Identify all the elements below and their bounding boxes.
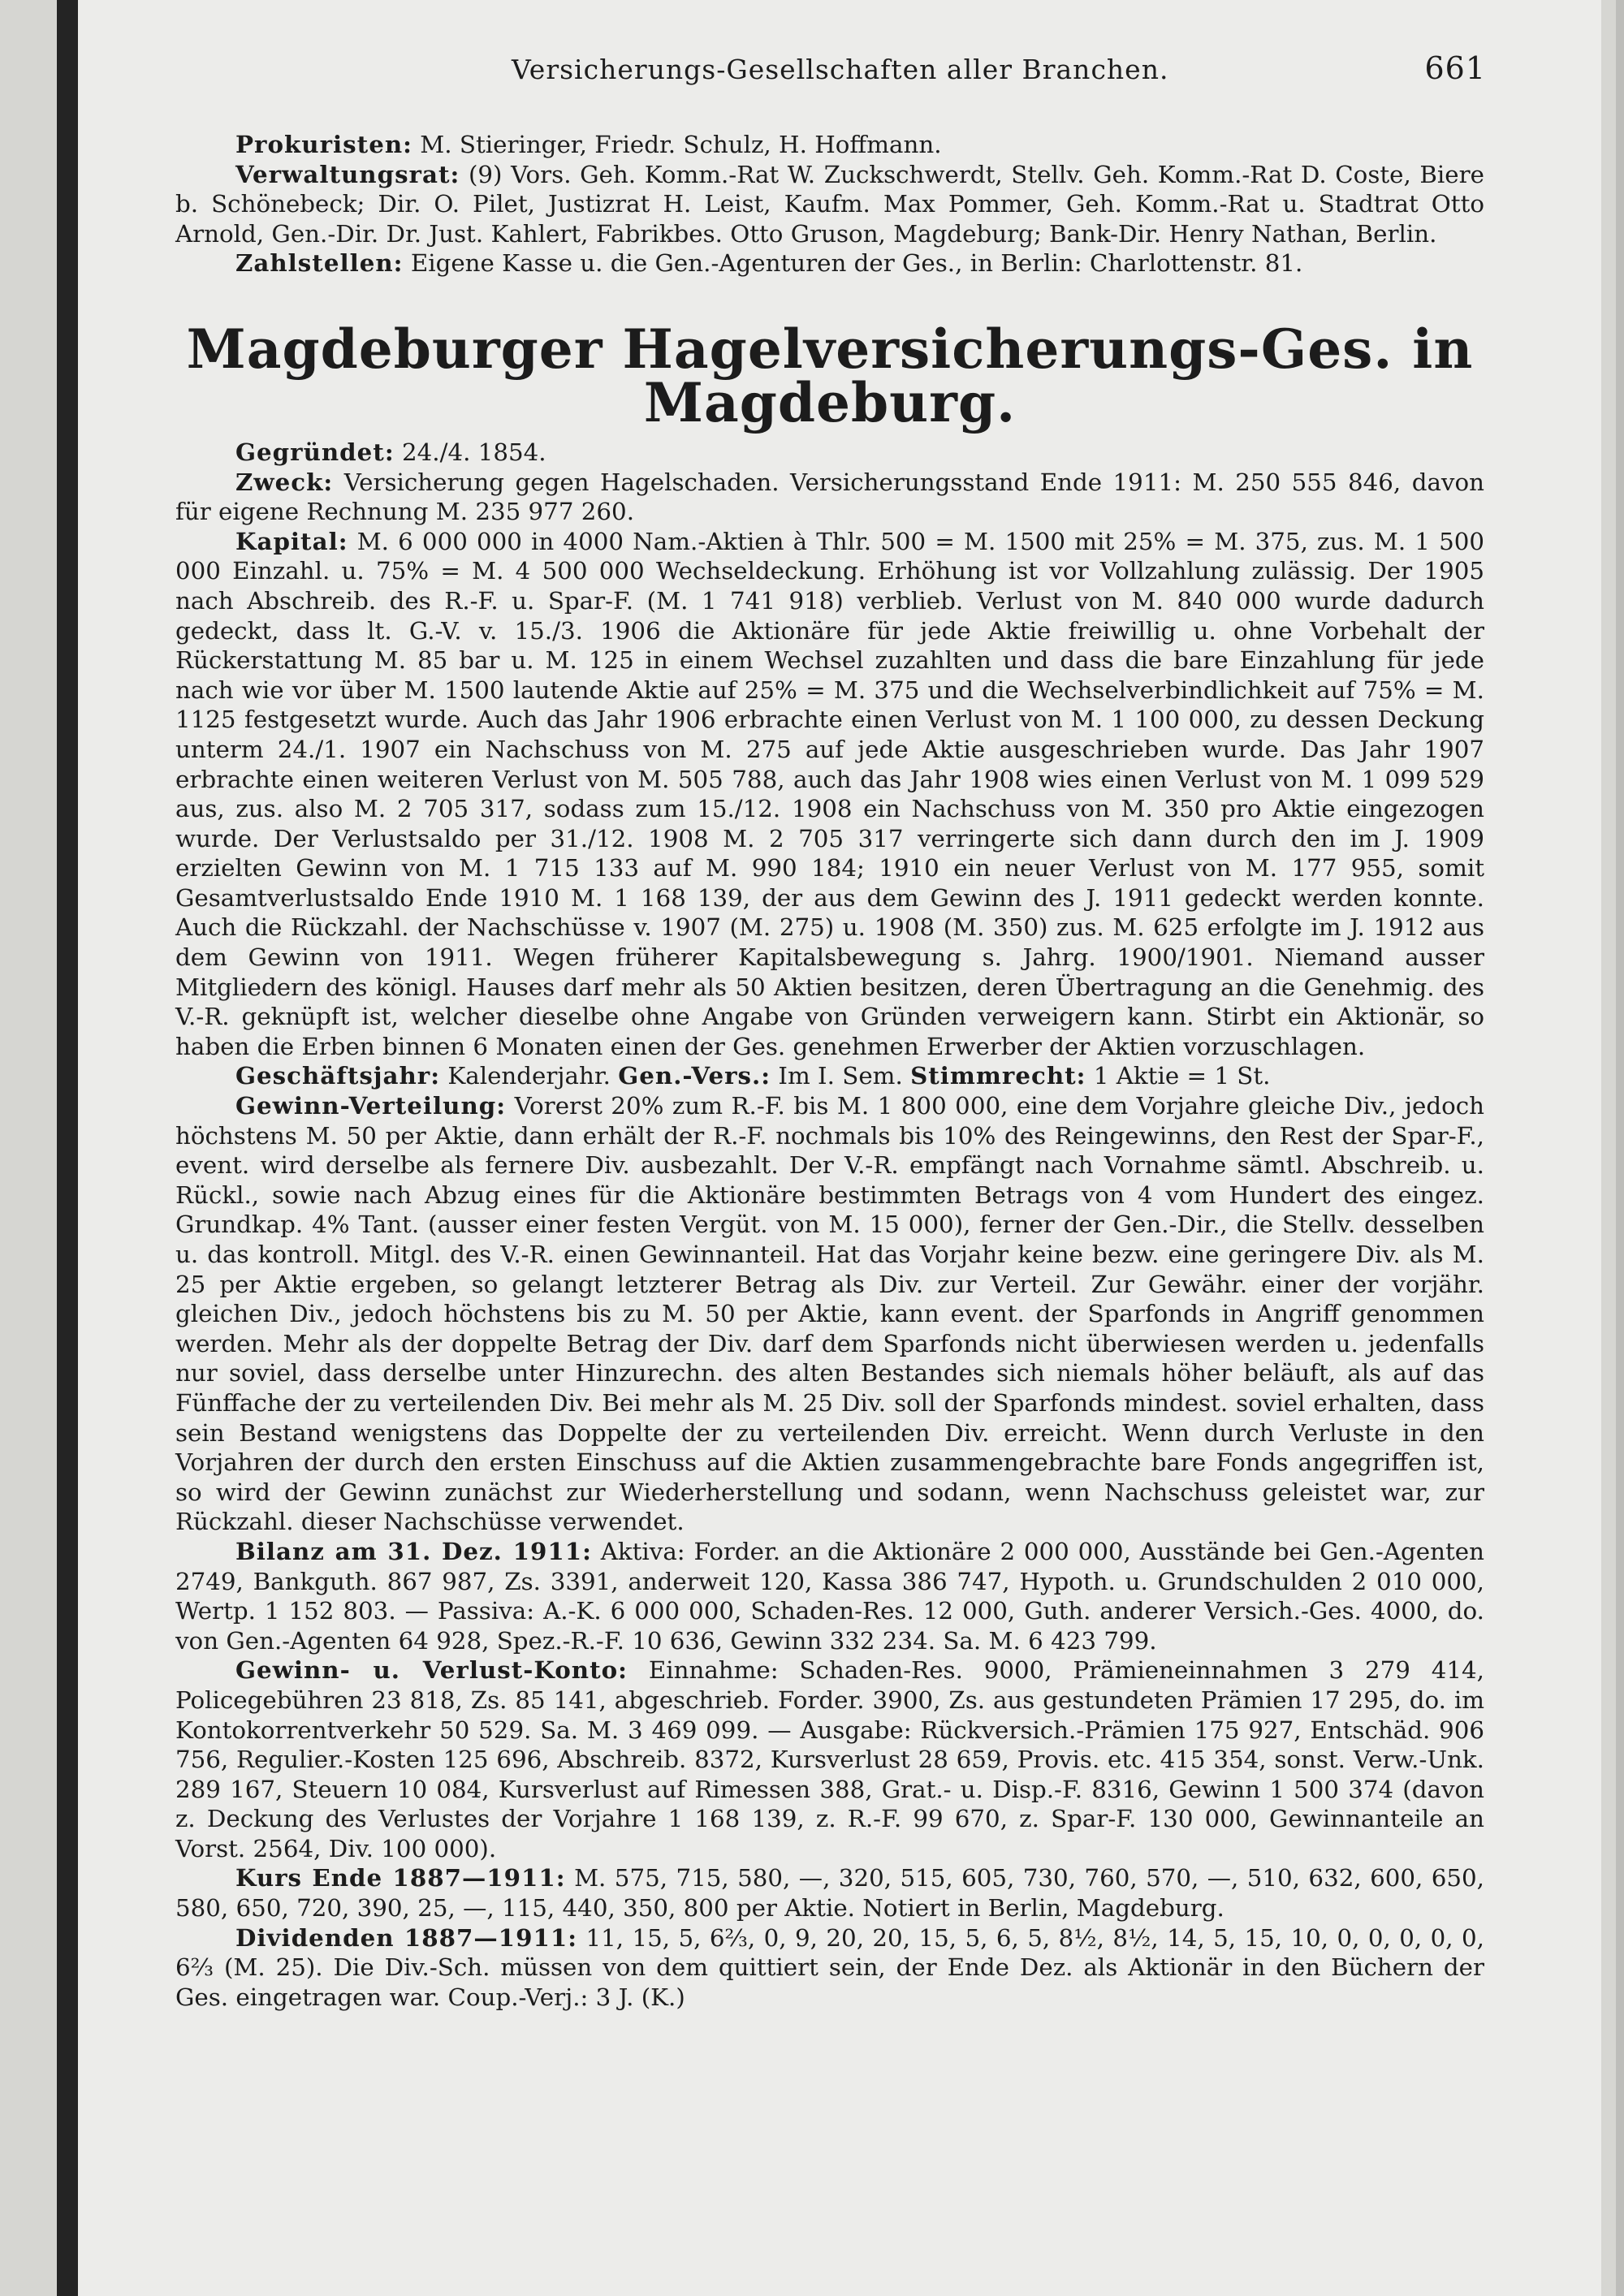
gegruendet-label: Gegründet: xyxy=(235,437,395,466)
dividenden-label: Dividenden 1887—1911: xyxy=(235,1923,578,1952)
page-number: 661 xyxy=(1424,50,1486,86)
dividenden-text: 11, 15, 5, 6⅔, 0, 9, 20, 20, 15, 5, 6, 5, 8½, 8½, 14, 5, 15, 10, 0, 0, 0, 0, 0, 6⅔ (M. 25). Die Div.-Sch. müssen von dem quittiert sein, der Ende Dez. als Aktionär in den Büchern der Ges. eingetragen war. Coup.-Verj.: 3 J. (K.) xyxy=(175,1923,1484,2011)
guv-label: Gewinn- u. Verlust-Konto: xyxy=(235,1655,628,1685)
gewinn-verteilung-text: Vorerst 20% zum R.-F. bis M. 1 800 000, eine dem Vorjahre gleiche Div., jedoch höchstens M. 50 per Aktie, dann erhält der R.-F. nochmals bis 10% des Reingewinns, den Rest der Spar-F., event. wird derselbe als fernere Div. ausbezahlt. Der V.-R. empfängt nach Vornahme sämtl. Abschreib. u. Rückl., sowie nach Abzug eines für die Aktionäre bestimmten Betrags von 4 vom Hundert des eingez. Grundkap. 4% Tant. (ausser einer festen Vergüt. von M. 15 000), ferner der Gen.-Dir., die Stellv. desselben u. das kontroll. Mitgl. des V.-R. einen Gewinnanteil. Hat das Vorjahr keine bezw. eine geringere Div. als M. 25 per Aktie ergeben, so gelangt letzterer Betrag als Div. zur Verteil. Zur Gewähr. einer der vorjähr. gleichen Div., jedoch höchstens bis zu M. 50 per Aktie, kann event. der Sparfonds in Angriff genommen werden. Mehr als der doppelte Betrag der Div. darf dem Sparfonds nicht überwiesen werden u. jedenfalls nur soviel, dass derselbe unter Hinzurechn. des alten Bestandes sich niemals höher beläuft, als auf das Fünffache der zu verteilenden Div. Bei mehr als M. 25 Div. soll der Sparfonds mindest. soviel erhalten, dass sein Bestand wenigstens das Doppelte der zu verteilenden Div. erreicht. Wenn durch Verluste in den Vorjahren der durch den ersten Einschuss auf die Aktien zusammengebrachte bare Fonds angegriffen ist, so wird der Gewinn zunächst zur Wiederherstellung und sodann, wenn Nachschuss geleistet war, zur Rückzahl. dieser Nachschüsse verwendet. xyxy=(175,1092,1484,1536)
zahlstellen-text: Eigene Kasse u. die Gen.-Agenturen der Ges., in Berlin: Charlottenstr. 81. xyxy=(410,249,1303,278)
company-title: Magdeburger Hagelversicherungs-Ges. in Magdeburg. xyxy=(186,317,1474,434)
dividenden-paragraph xyxy=(175,1923,1484,2013)
prokuristen-label: Prokuristen: xyxy=(235,130,412,158)
zweck-paragraph xyxy=(175,468,1484,527)
page-edge xyxy=(1616,0,1624,2296)
zweck-text: Versicherung gegen Hagelschaden. Versicherungsstand Ende 1911: M. 250 555 846, davon für eigene Rechnung M. 235 977 260. xyxy=(175,468,1484,526)
guv-paragraph xyxy=(175,1655,1484,1863)
verwaltungsrat-text: (9) Vors. Geh. Komm.-Rat W. Zuckschwerdt, Stellv. Geh. Komm.-Rat D. Coste, Biere b. Schönebeck; Dir. O. Pilet, Justizrat H. Leist, Kaufm. Max Pommer, Geh. Komm.-Rat u. Stadtrat Otto Arnold, Gen.-Dir. Dr. Just. Kahlert, Fabrikbes. Otto Gruson, Magdeburg; Bank-Dir. Henry Nathan, Berlin. xyxy=(175,160,1484,248)
gewinn-verteilung-label: Gewinn-Verteilung: xyxy=(235,1091,507,1120)
verwaltungsrat-paragraph xyxy=(175,160,1484,249)
gegruendet-text: 24./4. 1854. xyxy=(401,438,546,466)
guv-text: Einnahme: Schaden-Res. 9000, Prämieneinnahmen 3 279 414, Policegebühren 23 818, Zs. 85 141, abgeschrieb. Forder. 3900, Zs. aus gestundeten Prämien 17 295, do. im Kontokorrentverkehr 50 529. Sa. M. 3 469 099. — Ausgabe: Rückversich.-Prämien 175 927, Entschäd. 906 756, Regulier.-Kosten 125 696, Abschreib. 8372, Kursverlust 28 659, Provis. etc. 415 354, sonst. Verw.-Unk. 289 167, Steuern 10 084, Kursverlust auf Rimessen 388, Grat.- u. Disp.-F. 8316, Gewinn 1 500 374 (davon z. Deckung des Verlustes der Vorjahre 1 168 139, z. R.-F. 99 670, z. Spar-F. 130 000, Gewinnanteile an Vorst. 2564, Div. 100 000). xyxy=(175,1656,1484,1862)
kurs-label: Kurs Ende 1887—1911: xyxy=(235,1863,566,1892)
prokuristen-paragraph xyxy=(175,130,1484,160)
stimmrecht-label: Stimmrecht: xyxy=(910,1061,1086,1090)
gewinn-verteilung-paragraph xyxy=(175,1091,1484,1537)
zahlstellen-label: Zahlstellen: xyxy=(235,248,404,278)
verwaltungsrat-label: Verwaltungsrat: xyxy=(235,159,460,188)
running-title: Versicherungs-Gesellschaften aller Branchen. xyxy=(512,54,1169,85)
kurs-paragraph xyxy=(175,1863,1484,1923)
zahlstellen-paragraph xyxy=(175,248,1484,278)
geschaeftsjahr-text: Kalenderjahr. xyxy=(447,1062,611,1090)
stimmrecht-text: 1 Aktie = 1 St. xyxy=(1093,1062,1271,1090)
kapital-paragraph xyxy=(175,527,1484,1062)
kapital-text: M. 6 000 000 in 4000 Nam.-Aktien à Thlr. 500 = M. 1500 mit 25% = M. 375, zus. M. 1 500 000 Einzahl. u. 75% = M. 4 500 000 Wechseldeckung. Erhöhung ist vor Vollzahlung zulässig. Der 1905 nach Abschreib. des R.-F. u. Spar-F. (M. 1 741 918) verblieb. Verlust von M. 840 000 wurde dadurch gedeckt, dass lt. G.-V. v. 15./3. 1906 die Aktionäre für jede Aktie freiwillig u. ohne Vorbehalt der Rückerstattung M. 85 bar u. M. 125 in einem Wechsel zuzahlten und dass die bare Einzahlung für jede nach wie vor über M. 1500 lautende Aktie auf 25% = M. 375 und die Wechselverbindlichkeit auf 75% = M. 1125 festgesetzt wurde. Auch das Jahr 1906 erbrachte einen Verlust von M. 1 100 000, zu dessen Deckung unterm 24./1. 1907 ein Nachschuss von M. 275 auf jede Aktie ausgeschrieben wurde. Das Jahr 1907 erbrachte einen weiteren Verlust von M. 505 788, auch das Jahr 1908 wies einen Verlust von M. 1 099 529 aus, zus. also M. 2 705 317, sodass zum 15./12. 1908 ein Nachschuss von M. 350 pro Aktie eingezogen wurde. Der Verlustsaldo per 31./12. 1908 M. 2 705 317 verringerte sich dann durch den im J. 1909 erzielten Gewinn von M. 1 715 133 auf M. 990 184; 1910 ein neuer Verlust von M. 177 955, somit Gesamtverlustsaldo Ende 1910 M. 1 168 139, der aus dem Gewinn des J. 1911 gedeckt werden konnte. Auch die Rückzahl. der Nachschüsse v. 1907 (M. 275) u. 1908 (M. 350) zus. M. 625 erfolgte im J. 1912 aus dem Gewinn von 1911. Wegen früherer Kapitalsbewegung s. Jahrg. 1900/1901. Niemand ausser Mitgliedern des königl. Hauses darf mehr als 50 Aktien besitzen, deren Übertragung an die Genehmig. des V.-R. geknüpft ist, welcher dieselbe ohne Angabe von Gründen verweigern kann. Stirbt ein Aktionär, so haben die Erben binnen 6 Monaten einen der Ges. genehmen Erwerber der Aktien vorzuschlagen. xyxy=(175,527,1484,1060)
kapital-label: Kapital: xyxy=(235,526,348,555)
bilanz-text: Aktiva: Forder. an die Aktionäre 2 000 000, Ausstände bei Gen.-Agenten 2749, Bankguth. 867 987, Zs. 3391, anderweit 120, Kassa 386 747, Hypoth. u. Grundschulden 2 010 000, Wertp. 1 152 803. — Passiva: A.-K. 6 000 000, Schaden-Res. 12 000, Guth. anderer Versich.-Ges. 4000, do. von Gen.-Agenten 64 928, Spez.-R.-F. 10 636, Gewinn 332 234. Sa. M. 6 423 799. xyxy=(175,1537,1484,1655)
gegruendet-paragraph xyxy=(175,438,1484,468)
genvers-label: Gen.-Vers.: xyxy=(618,1061,771,1090)
bilanz-label: Bilanz am 31. Dez. 1911: xyxy=(235,1536,592,1565)
zweck-label: Zweck: xyxy=(235,467,334,496)
book-spine-shadow xyxy=(57,0,78,2296)
geschaeftsjahr-paragraph xyxy=(175,1061,1484,1091)
genvers-text: Im I. Sem. xyxy=(778,1062,903,1090)
prokuristen-text: M. Stieringer, Friedr. Schulz, H. Hoffmann. xyxy=(420,131,942,158)
page-body xyxy=(175,130,1484,2012)
kurs-text: M. 575, 715, 580, —, 320, 515, 605, 730, 760, 570, —, 510, 632, 600, 650, 580, 650, 720, 390, 25, —, 115, 440, 350, 800 per Aktie. Notiert in Berlin, Magdeburg. xyxy=(175,1864,1484,1923)
bilanz-paragraph xyxy=(175,1537,1484,1655)
geschaeftsjahr-label: Geschäftsjahr: xyxy=(235,1061,441,1090)
running-header xyxy=(171,50,1486,91)
